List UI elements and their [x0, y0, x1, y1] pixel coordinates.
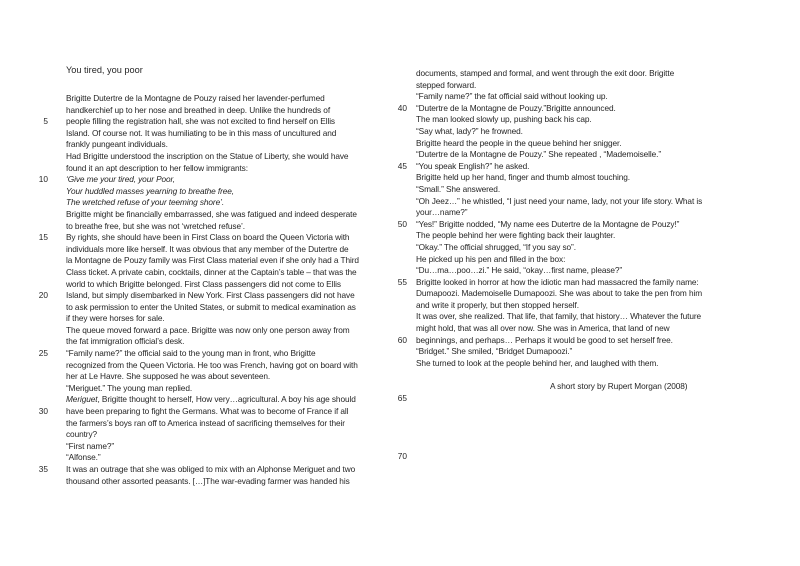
line-text: country? [66, 429, 98, 440]
line-text: the fat immigration official’s desk. [66, 336, 185, 347]
line-text: her at Le Havre. She supposed he was about seventeen. [66, 371, 271, 382]
text-line [36, 464, 359, 476]
text-line [36, 174, 359, 186]
line-number [36, 383, 48, 395]
line-number [383, 439, 407, 451]
line-text: documents, stamped and formal, and went through the exit door. Brigitte [416, 68, 675, 78]
line-text: It was over, she realized. That life, that family, that history… Whatever the future [416, 311, 702, 322]
line-number [36, 105, 48, 117]
text-line [36, 116, 359, 128]
text-line [383, 335, 702, 347]
line-text: “You speak English?” he asked. [416, 160, 530, 171]
text-line [36, 418, 359, 430]
text-line [36, 93, 359, 105]
text-line [36, 139, 359, 151]
line-number [383, 114, 407, 126]
text-line [36, 476, 359, 488]
line-number [36, 163, 48, 175]
text-line [36, 302, 359, 314]
text-line [36, 441, 359, 453]
line-text: Island, but simply disembarked in New York. First Class passengers did not have [66, 290, 355, 301]
text-line [36, 290, 359, 302]
line-text: Brigitte might be financially embarrassed, she was fatigued and indeed desperate [66, 208, 357, 219]
line-number [383, 416, 407, 428]
line-number [383, 230, 407, 242]
text-line [36, 406, 359, 418]
text-line [36, 383, 359, 395]
line-text: individuals more like herself. It was obvious that any member of the Dutertre de [66, 243, 349, 254]
text-line [383, 451, 702, 463]
text-line [383, 114, 702, 126]
line-number [36, 93, 48, 105]
line-number [36, 279, 48, 291]
line-number [36, 418, 48, 430]
line-text: It was an outrage that she was obliged to mix with an Alphonse Meriguet and two [66, 464, 356, 474]
line-number [36, 325, 48, 337]
text-line [36, 336, 359, 348]
line-text: Dumapoozi. Mademoiselle Dumapoozi. She was about to take the pen from him [416, 288, 703, 299]
line-number: 15 [38, 232, 48, 243]
line-text: Class ticket. A private cabin, cocktails, dinner at the Captain’s table – that was the [66, 266, 357, 277]
text-line [36, 429, 359, 441]
line-text: world to which Brigitte belonged. First Class passengers did not come to Ellis [66, 278, 341, 289]
line-number [36, 244, 48, 256]
line-text: “Oh Jeez…” he whistled, “I just need your name, lady, not your life story. What is [416, 195, 703, 206]
right-text-column [383, 68, 702, 462]
text-line [36, 325, 359, 337]
line-text: and write it properly, but then stopped herself. [416, 299, 579, 310]
text-line [36, 452, 359, 464]
text-line [36, 209, 359, 221]
text-line [383, 80, 702, 92]
line-text: “Yes!” Brigitte nodded, “My name ees Dutertre de la Montagne de Pouzy!” [416, 218, 680, 229]
line-number [36, 452, 48, 464]
line-text: “Say what, lady?” he frowned. [416, 125, 523, 136]
line-text: have been preparing to fight the Germans. What was to become of France if all [66, 406, 349, 417]
text-line [36, 232, 359, 244]
line-number [383, 91, 407, 103]
line-number [383, 265, 407, 277]
line-number [36, 302, 48, 314]
line-number: 5 [43, 116, 48, 127]
text-line [383, 207, 702, 219]
line-text: “Bridget.” She smiled, “Bridget Dumapoozi.” [416, 346, 573, 357]
line-number: 55 [397, 276, 407, 287]
line-number [383, 346, 407, 358]
text-line [36, 221, 359, 233]
line-text: Island. Of course not. It was humiliating to be in this mass of uncultured and [66, 127, 337, 138]
line-number [36, 360, 48, 372]
text-line [383, 91, 702, 103]
line-text: The man looked slowly up, pushing back his cap. [416, 114, 592, 125]
text-line [36, 313, 359, 325]
line-text: Brigitte held up her hand, finger and thumb almost touching. [416, 172, 631, 183]
text-line [383, 300, 702, 312]
text-line [383, 219, 702, 231]
line-text: “Du…ma…poo…zi.” He said, “okay…first name, please?” [416, 265, 623, 276]
line-text: frankly pungeant individuals. [66, 139, 168, 150]
line-text: stepped forward. [416, 79, 477, 90]
text-line [383, 369, 702, 381]
line-text: “Dutertre de la Montagne de Pouzy.”Brigitte announced. [416, 102, 616, 113]
left-text-column [36, 93, 359, 487]
line-text: people filling the registration hall, she was not excited to find herself on Ellis [66, 116, 335, 127]
line-number: 10 [38, 174, 48, 185]
line-number [36, 128, 48, 140]
line-number [383, 323, 407, 335]
text-line [383, 161, 702, 173]
text-line [383, 149, 702, 161]
text-line [36, 151, 359, 163]
line-text: the farmers’s boys ran off to America instead of sacrificing themselves for their [66, 417, 345, 428]
text-line [36, 279, 359, 291]
text-line [36, 360, 359, 372]
line-text: Your huddled masses yearning to breathe free, [66, 185, 235, 196]
line-text: “Family name?” the fat official said without looking up. [416, 91, 608, 102]
line-text: “Okay.” The official shrugged, “If you say so”. [416, 241, 576, 252]
line-number: 45 [397, 160, 407, 171]
line-text: to breathe free, but she was not ‘wretched refuse’. [66, 220, 245, 231]
text-line [383, 103, 702, 115]
text-line [36, 105, 359, 117]
line-text: to ask permission to enter the United States, or submit to medical examination as [66, 301, 356, 312]
line-text: The people behind her were fighting back their laughter. [416, 230, 616, 241]
line-text: might hold, that was all over now. She was in America, that land of new [416, 323, 670, 334]
line-number [383, 381, 407, 393]
line-text: By rights, she should have been in First Class on board the Queen Victoria with [66, 232, 350, 243]
line-number: 60 [397, 334, 407, 345]
line-number: 65 [397, 392, 407, 403]
story-title: You tired, you poor [66, 65, 143, 75]
line-text: recognized from the Queen Victoria. He too was French, having got on board with [66, 359, 358, 370]
line-number [383, 288, 407, 300]
line-number [36, 139, 48, 151]
line-number: 25 [38, 348, 48, 359]
text-line [383, 138, 702, 150]
line-text: handkerchief up to her nose and breathed in deep. Unlike the hundreds of [66, 104, 331, 115]
text-line [383, 242, 702, 254]
text-line [36, 128, 359, 140]
text-line [383, 277, 702, 289]
line-number [36, 221, 48, 233]
text-line [383, 126, 702, 138]
text-line [383, 416, 702, 428]
line-text: Had Brigitte understood the inscription on the Statue of Liberty, she would have [66, 150, 349, 161]
line-number [36, 336, 48, 348]
line-number [383, 149, 407, 161]
line-number [383, 254, 407, 266]
line-text: She turned to look at the people behind her, and laughed with them. [416, 357, 659, 368]
text-line [383, 288, 702, 300]
line-number [36, 209, 48, 221]
line-text: Meriguet, Brigitte thought to herself, How very…agricultural. A boy his age should [66, 394, 356, 405]
text-line [383, 404, 702, 416]
line-text: The queue moved forward a pace. Brigitte was now only one person away from [66, 324, 350, 335]
line-text: “First name?” [66, 440, 115, 451]
line-text: if they were horses for sale. [66, 313, 165, 324]
italic-word: Meriguet [66, 394, 98, 405]
line-number: 50 [397, 218, 407, 229]
line-number [383, 207, 407, 219]
line-text: He picked up his pen and filled in the box: [416, 253, 566, 264]
text-line [383, 172, 702, 184]
line-number [383, 404, 407, 416]
line-number [36, 394, 48, 406]
line-number [383, 68, 407, 80]
line-number [36, 476, 48, 488]
line-text: la Montagne de Pouzy family was First Class material even if she only had a Third [66, 255, 359, 266]
line-number [383, 358, 407, 370]
text-line [36, 197, 359, 209]
text-line [383, 393, 702, 405]
text-line [383, 265, 702, 277]
line-number: 35 [38, 464, 48, 474]
text-line [383, 346, 702, 358]
line-number [383, 172, 407, 184]
text-line [383, 254, 702, 266]
line-number [383, 369, 407, 381]
text-line [36, 371, 359, 383]
text-line [383, 427, 702, 439]
line-number [36, 186, 48, 198]
line-number [383, 300, 407, 312]
line-number [383, 184, 407, 196]
text-line [383, 184, 702, 196]
line-number [36, 197, 48, 209]
line-text: beginnings, and perhaps… Perhaps it would be good to set herself free. [416, 334, 673, 345]
line-number [383, 80, 407, 92]
line-number [36, 313, 48, 325]
line-number: 40 [397, 102, 407, 113]
line-number [36, 371, 48, 383]
line-number [36, 151, 48, 163]
line-number: 70 [397, 450, 407, 461]
text-line [383, 311, 702, 323]
line-number [383, 311, 407, 323]
line-number [383, 196, 407, 208]
text-line [383, 439, 702, 451]
line-text: thousand other assorted peasants. […]The war-evading farmer was handed his [66, 475, 350, 486]
text-line [36, 267, 359, 279]
line-number [36, 267, 48, 279]
line-number [36, 255, 48, 267]
attribution-line [383, 381, 702, 393]
text-line [383, 230, 702, 242]
line-text: Brigitte looked in horror at how the idiotic man had massacred the family name: [416, 276, 699, 287]
line-text: “Alfonse.” [66, 452, 101, 463]
text-line [383, 358, 702, 370]
text-line [36, 244, 359, 256]
line-number: 20 [38, 290, 48, 301]
text-line [36, 255, 359, 267]
line-number [383, 242, 407, 254]
text-line [36, 186, 359, 198]
attribution-text: A short story by Rupert Morgan (2008) [550, 381, 688, 392]
line-text: Brigitte Dutertre de la Montagne de Pouzy raised her lavender-perfumed [66, 93, 325, 103]
line-text: “Meriguet.” The young man replied. [66, 382, 193, 393]
line-text: found it an apt description to her fellow immigrants: [66, 162, 248, 173]
line-number: 30 [38, 406, 48, 417]
line-text: “Small.” She answered. [416, 183, 501, 194]
line-text: ‘Give me your tired, your Poor, [66, 174, 175, 185]
line-text: Brigitte heard the people in the queue behind her snigger. [416, 137, 622, 148]
text-line [36, 348, 359, 360]
line-number [383, 138, 407, 150]
line-number [383, 427, 407, 439]
line-text: “Dutertre de la Montagne de Pouzy.” She repeated , “Mademoiselle.” [416, 149, 662, 160]
text-line [383, 323, 702, 335]
line-text: your…name?” [416, 207, 468, 218]
line-text: The wretched refuse of your teeming shore’. [66, 197, 225, 208]
line-number [36, 429, 48, 441]
text-line [36, 394, 359, 406]
line-number [383, 126, 407, 138]
line-number [36, 441, 48, 453]
line-text: “Family name?” the official said to the young man in front, who Brigitte [66, 348, 316, 359]
text-line [383, 68, 702, 80]
text-line [383, 196, 702, 208]
text-line [36, 163, 359, 175]
